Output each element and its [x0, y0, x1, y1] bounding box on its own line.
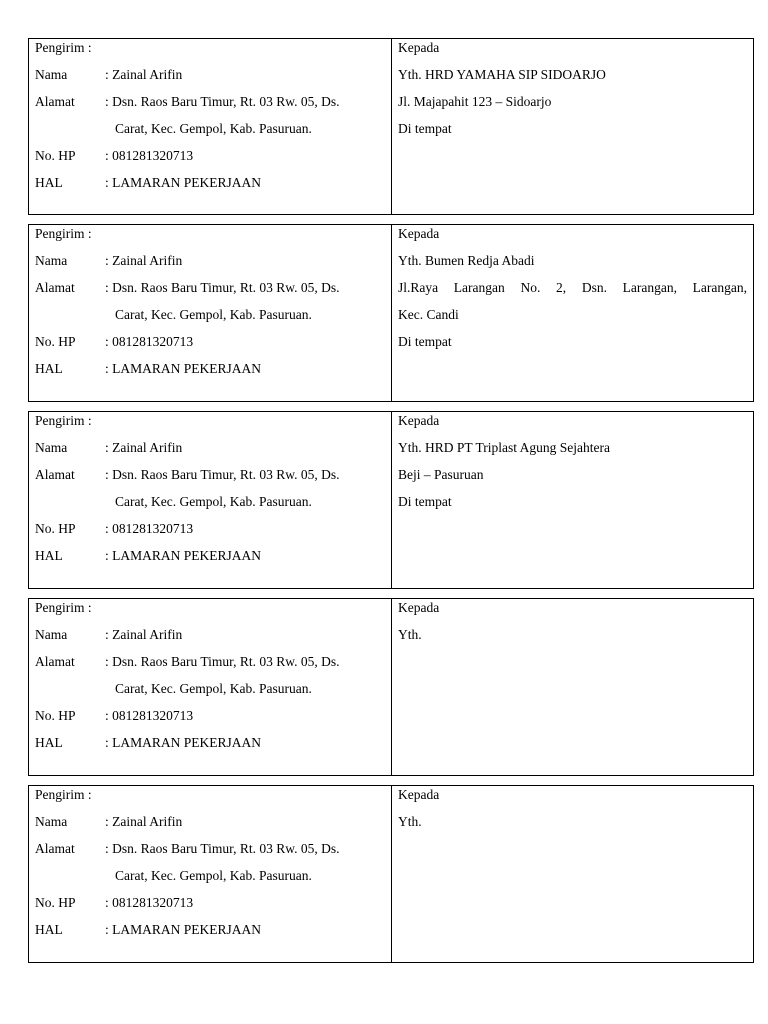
sender-block — [29, 599, 392, 775]
phone-value: : 081281320713 — [105, 148, 194, 163]
address-value-line2: Carat, Kec. Gempol, Kab. Pasuruan. — [115, 868, 312, 883]
recipient-line — [398, 894, 747, 921]
recipient-line — [398, 707, 747, 734]
sender-title: Pengirim : — [35, 226, 92, 241]
recipient-block — [392, 39, 753, 214]
subject-key: HAL — [35, 735, 63, 750]
recipient-line: Di tempat — [398, 121, 452, 136]
name-key: Nama — [35, 440, 68, 455]
address-value-line2: Carat, Kec. Gempol, Kab. Pasuruan. — [115, 681, 312, 696]
subject-value: : LAMARAN PEKERJAAN — [105, 735, 262, 750]
address-value-line1: : Dsn. Raos Baru Timur, Rt. 03 Rw. 05, Ds. — [105, 841, 340, 856]
envelope-label-4 — [28, 598, 754, 776]
name-value: : Zainal Arifin — [105, 440, 183, 455]
recipient-block — [392, 412, 753, 588]
phone-key: No. HP — [35, 895, 76, 910]
sender-title: Pengirim : — [35, 600, 92, 615]
recipient-line: Di tempat — [398, 334, 452, 349]
subject-key: HAL — [35, 361, 63, 376]
address-value-line2: Carat, Kec. Gempol, Kab. Pasuruan. — [115, 494, 312, 509]
envelope-label-1 — [28, 38, 754, 215]
address-value-line1: : Dsn. Raos Baru Timur, Rt. 03 Rw. 05, Ds. — [105, 654, 340, 669]
phone-value: : 081281320713 — [105, 895, 194, 910]
address-value-line1: : Dsn. Raos Baru Timur, Rt. 03 Rw. 05, Ds. — [105, 280, 340, 295]
name-value: : Zainal Arifin — [105, 67, 183, 82]
name-value: : Zainal Arifin — [105, 814, 183, 829]
recipient-block — [392, 786, 753, 962]
recipient-line — [398, 867, 747, 894]
subject-key: HAL — [35, 922, 63, 937]
name-key: Nama — [35, 627, 68, 642]
address-value-line2: Carat, Kec. Gempol, Kab. Pasuruan. — [115, 307, 312, 322]
recipient-line: Yth. Bumen Redja Abadi — [398, 253, 535, 268]
recipient-line: Yth. HRD PT Triplast Agung Sejahtera — [398, 440, 611, 455]
subject-value: : LAMARAN PEKERJAAN — [105, 361, 262, 376]
subject-value: : LAMARAN PEKERJAAN — [105, 922, 262, 937]
address-value-line2: Carat, Kec. Gempol, Kab. Pasuruan. — [115, 121, 312, 136]
recipient-title: Kepada — [398, 40, 440, 55]
phone-key: No. HP — [35, 708, 76, 723]
name-value: : Zainal Arifin — [105, 627, 183, 642]
envelope-label-5 — [28, 785, 754, 963]
recipient-line — [398, 520, 747, 547]
sender-title: Pengirim : — [35, 413, 92, 428]
recipient-line: Kec. Candi — [398, 307, 459, 322]
phone-value: : 081281320713 — [105, 334, 194, 349]
recipient-line: Di tempat — [398, 494, 452, 509]
name-key: Nama — [35, 67, 68, 82]
envelope-label-3 — [28, 411, 754, 589]
address-key: Alamat — [35, 841, 75, 856]
name-value: : Zainal Arifin — [105, 253, 183, 268]
recipient-line: Yth. — [398, 627, 422, 642]
phone-key: No. HP — [35, 521, 76, 536]
sender-block — [29, 786, 392, 962]
phone-key: No. HP — [35, 334, 76, 349]
address-key: Alamat — [35, 467, 75, 482]
recipient-line: Jl.Raya Larangan No. 2, Dsn. Larangan, Larangan, — [398, 280, 747, 295]
name-key: Nama — [35, 814, 68, 829]
recipient-line — [398, 680, 747, 707]
recipient-title: Kepada — [398, 600, 440, 615]
recipient-line: Yth. HRD YAMAHA SIP SIDOARJO — [398, 67, 606, 82]
phone-value: : 081281320713 — [105, 521, 194, 536]
name-key: Nama — [35, 253, 68, 268]
phone-value: : 081281320713 — [105, 708, 194, 723]
recipient-title: Kepada — [398, 787, 440, 802]
recipient-title: Kepada — [398, 226, 440, 241]
recipient-title: Kepada — [398, 413, 440, 428]
recipient-line — [398, 653, 747, 680]
recipient-line — [398, 147, 747, 174]
recipient-line: Jl. Majapahit 123 – Sidoarjo — [398, 94, 552, 109]
sender-title: Pengirim : — [35, 40, 92, 55]
recipient-line: Yth. — [398, 814, 422, 829]
address-value-line1: : Dsn. Raos Baru Timur, Rt. 03 Rw. 05, Ds. — [105, 94, 340, 109]
address-key: Alamat — [35, 94, 75, 109]
sender-block — [29, 412, 392, 588]
sender-block — [29, 225, 392, 401]
sender-block — [29, 39, 392, 214]
address-key: Alamat — [35, 280, 75, 295]
sender-title: Pengirim : — [35, 787, 92, 802]
phone-key: No. HP — [35, 148, 76, 163]
address-key: Alamat — [35, 654, 75, 669]
recipient-line: Beji – Pasuruan — [398, 467, 484, 482]
recipient-block — [392, 225, 753, 401]
recipient-line — [398, 840, 747, 867]
address-value-line1: : Dsn. Raos Baru Timur, Rt. 03 Rw. 05, Ds. — [105, 467, 340, 482]
envelope-label-2 — [28, 224, 754, 402]
subject-key: HAL — [35, 175, 63, 190]
subject-value: : LAMARAN PEKERJAAN — [105, 175, 262, 190]
subject-value: : LAMARAN PEKERJAAN — [105, 548, 262, 563]
subject-key: HAL — [35, 548, 63, 563]
recipient-block — [392, 599, 753, 775]
